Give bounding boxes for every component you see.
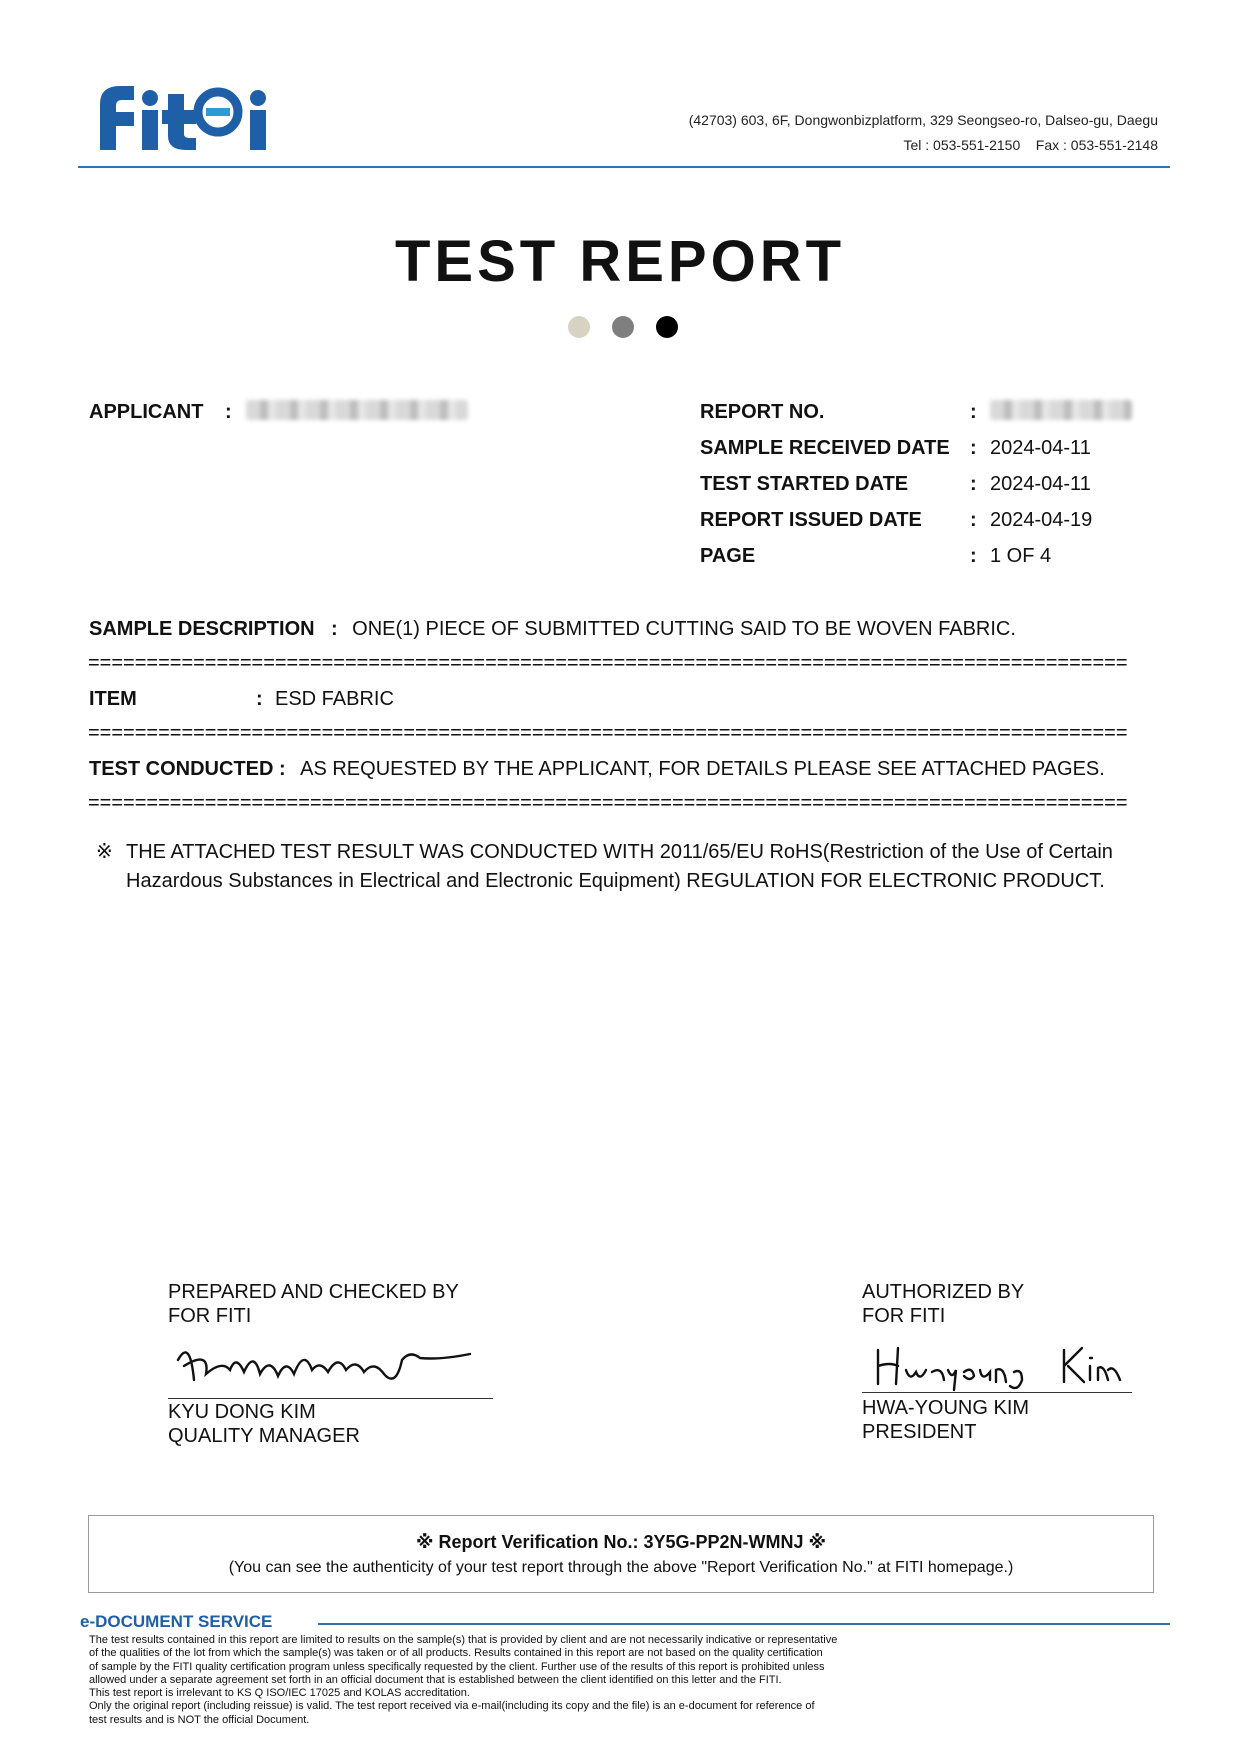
report-no-label: REPORT NO. (700, 401, 825, 423)
note-line: Hazardous Substances in Electrical and Electronic Equipment) REGULATION FOR ELECTRONIC PRODUCT. (126, 870, 1105, 892)
disclaimer-line: of sample by the FITI quality certification program unless specifically requested by the client. Further use of the results of this report is prohibited unless (89, 1660, 825, 1673)
fiti-logo-mark (90, 80, 280, 152)
footer-rule (318, 1623, 1170, 1625)
signatory-role: PRESIDENT (862, 1421, 977, 1443)
company-address (689, 108, 1158, 158)
disclaimer-line: Only the original report (including reissue) is valid. The test report received via e-mail(including its copy and the file) is an e-document for reference of (89, 1700, 815, 1713)
test-conducted (89, 758, 1105, 781)
authorized-by-block (862, 1280, 1024, 1328)
verification-number: ※ Report Verification No.: 3Y5G-PP2N-WMNJ ※ (415, 1532, 827, 1552)
divider: ========================================================================================= (88, 792, 1128, 814)
report-info (700, 401, 1140, 581)
prepared-for: FOR FITI (168, 1305, 252, 1327)
issued-date-sep: : (970, 509, 977, 531)
e-document-service-label: e-DOCUMENT SERVICE (80, 1612, 273, 1631)
received-date-value: 2024-04-11 (990, 437, 1091, 459)
contact-line: Tel : 053-551-2150 Fax : 053-551-2148 (903, 137, 1158, 153)
sample-description-sep: : (331, 618, 338, 640)
report-row (700, 473, 1140, 509)
prepared-title: PREPARED AND CHECKED BY (168, 1281, 459, 1303)
received-date-label: SAMPLE RECEIVED DATE (700, 437, 950, 459)
sample-description (89, 618, 1016, 641)
report-row (700, 401, 1140, 437)
disclaimer-line: allowed under a separate agreement set forth in an official document that is established between the client identified on this letter and the FITI. (89, 1673, 782, 1686)
header-rule (78, 166, 1170, 168)
test-conducted-label: TEST CONDUCTED : (89, 758, 286, 780)
page-value: 1 OF 4 (990, 545, 1052, 567)
title-dots (568, 316, 688, 338)
started-date-label: TEST STARTED DATE (700, 473, 909, 495)
divider: ========================================================================================= (88, 652, 1128, 674)
prepared-by-block (168, 1280, 459, 1328)
applicant-sep: : (225, 401, 232, 423)
item-sep: : (256, 688, 263, 710)
disclaimer-line: test results and is NOT the official Document. (89, 1713, 310, 1726)
disclaimer (89, 1634, 969, 1727)
report-row (700, 509, 1140, 545)
disclaimer-line: The test results contained in this report are limited to results on the sample(s) that is provided by client and are not necessarily indicative or representative (89, 1634, 838, 1646)
signature-image (872, 1336, 1142, 1396)
page-sep: : (970, 545, 977, 567)
item-value: ESD FABRIC (275, 688, 394, 710)
signatory-name: KYU DONG KIM (168, 1401, 316, 1423)
applicant-value-redacted (246, 400, 468, 420)
dot-gray (612, 316, 634, 338)
address-line: (42703) 603, 6F, Dongwonbizplatform, 329 Seongseo-ro, Dalseo-gu, Daegu (688, 112, 1158, 128)
item-label: ITEM (89, 688, 137, 710)
sample-description-value: ONE(1) PIECE OF SUBMITTED CUTTING SAID TO BE WOVEN FABRIC. (352, 618, 1016, 640)
started-date-sep: : (970, 473, 977, 495)
note-mark: ※ (96, 841, 113, 863)
authorized-title: AUTHORIZED BY (862, 1281, 1025, 1303)
signature-line (168, 1398, 493, 1399)
verification-box (88, 1515, 1154, 1593)
authorized-signatory (862, 1396, 1029, 1444)
issued-date-value: 2024-04-19 (990, 509, 1093, 531)
regulation-note (96, 838, 1113, 896)
divider: ========================================================================================= (88, 722, 1128, 744)
applicant-label: APPLICANT (89, 401, 204, 423)
signature-image (170, 1330, 490, 1400)
disclaimer-line: of the qualities of the lot from which the sample(s) was taken or of all products. Results contained in this report are not based on the quality certification (89, 1647, 823, 1660)
note-line: THE ATTACHED TEST RESULT WAS CONDUCTED WITH 2011/65/EU RoHS(Restriction of the Use of Certain (126, 841, 1113, 863)
report-row (700, 545, 1140, 581)
test-conducted-value: AS REQUESTED BY THE APPLICANT, FOR DETAILS PLEASE SEE ATTACHED PAGES. (300, 758, 1105, 780)
authorized-for: FOR FITI (862, 1305, 946, 1327)
signatory-name: HWA-YOUNG KIM (862, 1397, 1030, 1419)
dot-beige (568, 316, 590, 338)
report-row (700, 437, 1140, 473)
received-date-sep: : (970, 437, 977, 459)
started-date-value: 2024-04-11 (990, 473, 1091, 495)
signature-line (862, 1392, 1132, 1393)
disclaimer-line: This test report is irrelevant to KS Q ISO/IEC 17025 and KOLAS accreditation. (89, 1687, 470, 1700)
fiti-logo (90, 80, 280, 152)
dot-black (656, 316, 678, 338)
page-title: TEST REPORT (394, 229, 846, 294)
report-no-sep: : (970, 401, 977, 423)
issued-date-label: REPORT ISSUED DATE (700, 509, 922, 531)
page-label: PAGE (700, 545, 756, 567)
report-no-value-redacted (990, 400, 1132, 420)
signature-kyu-dong-kim (170, 1330, 490, 1400)
signature-hwa-young-kim (872, 1336, 1142, 1396)
sample-description-label: SAMPLE DESCRIPTION (89, 618, 315, 640)
signatory-role: QUALITY MANAGER (168, 1425, 360, 1447)
prepared-signatory (168, 1400, 360, 1448)
verification-note: (You can see the authenticity of your test report through the above "Report Verification No." at FITI homepage.) (228, 1559, 1014, 1576)
